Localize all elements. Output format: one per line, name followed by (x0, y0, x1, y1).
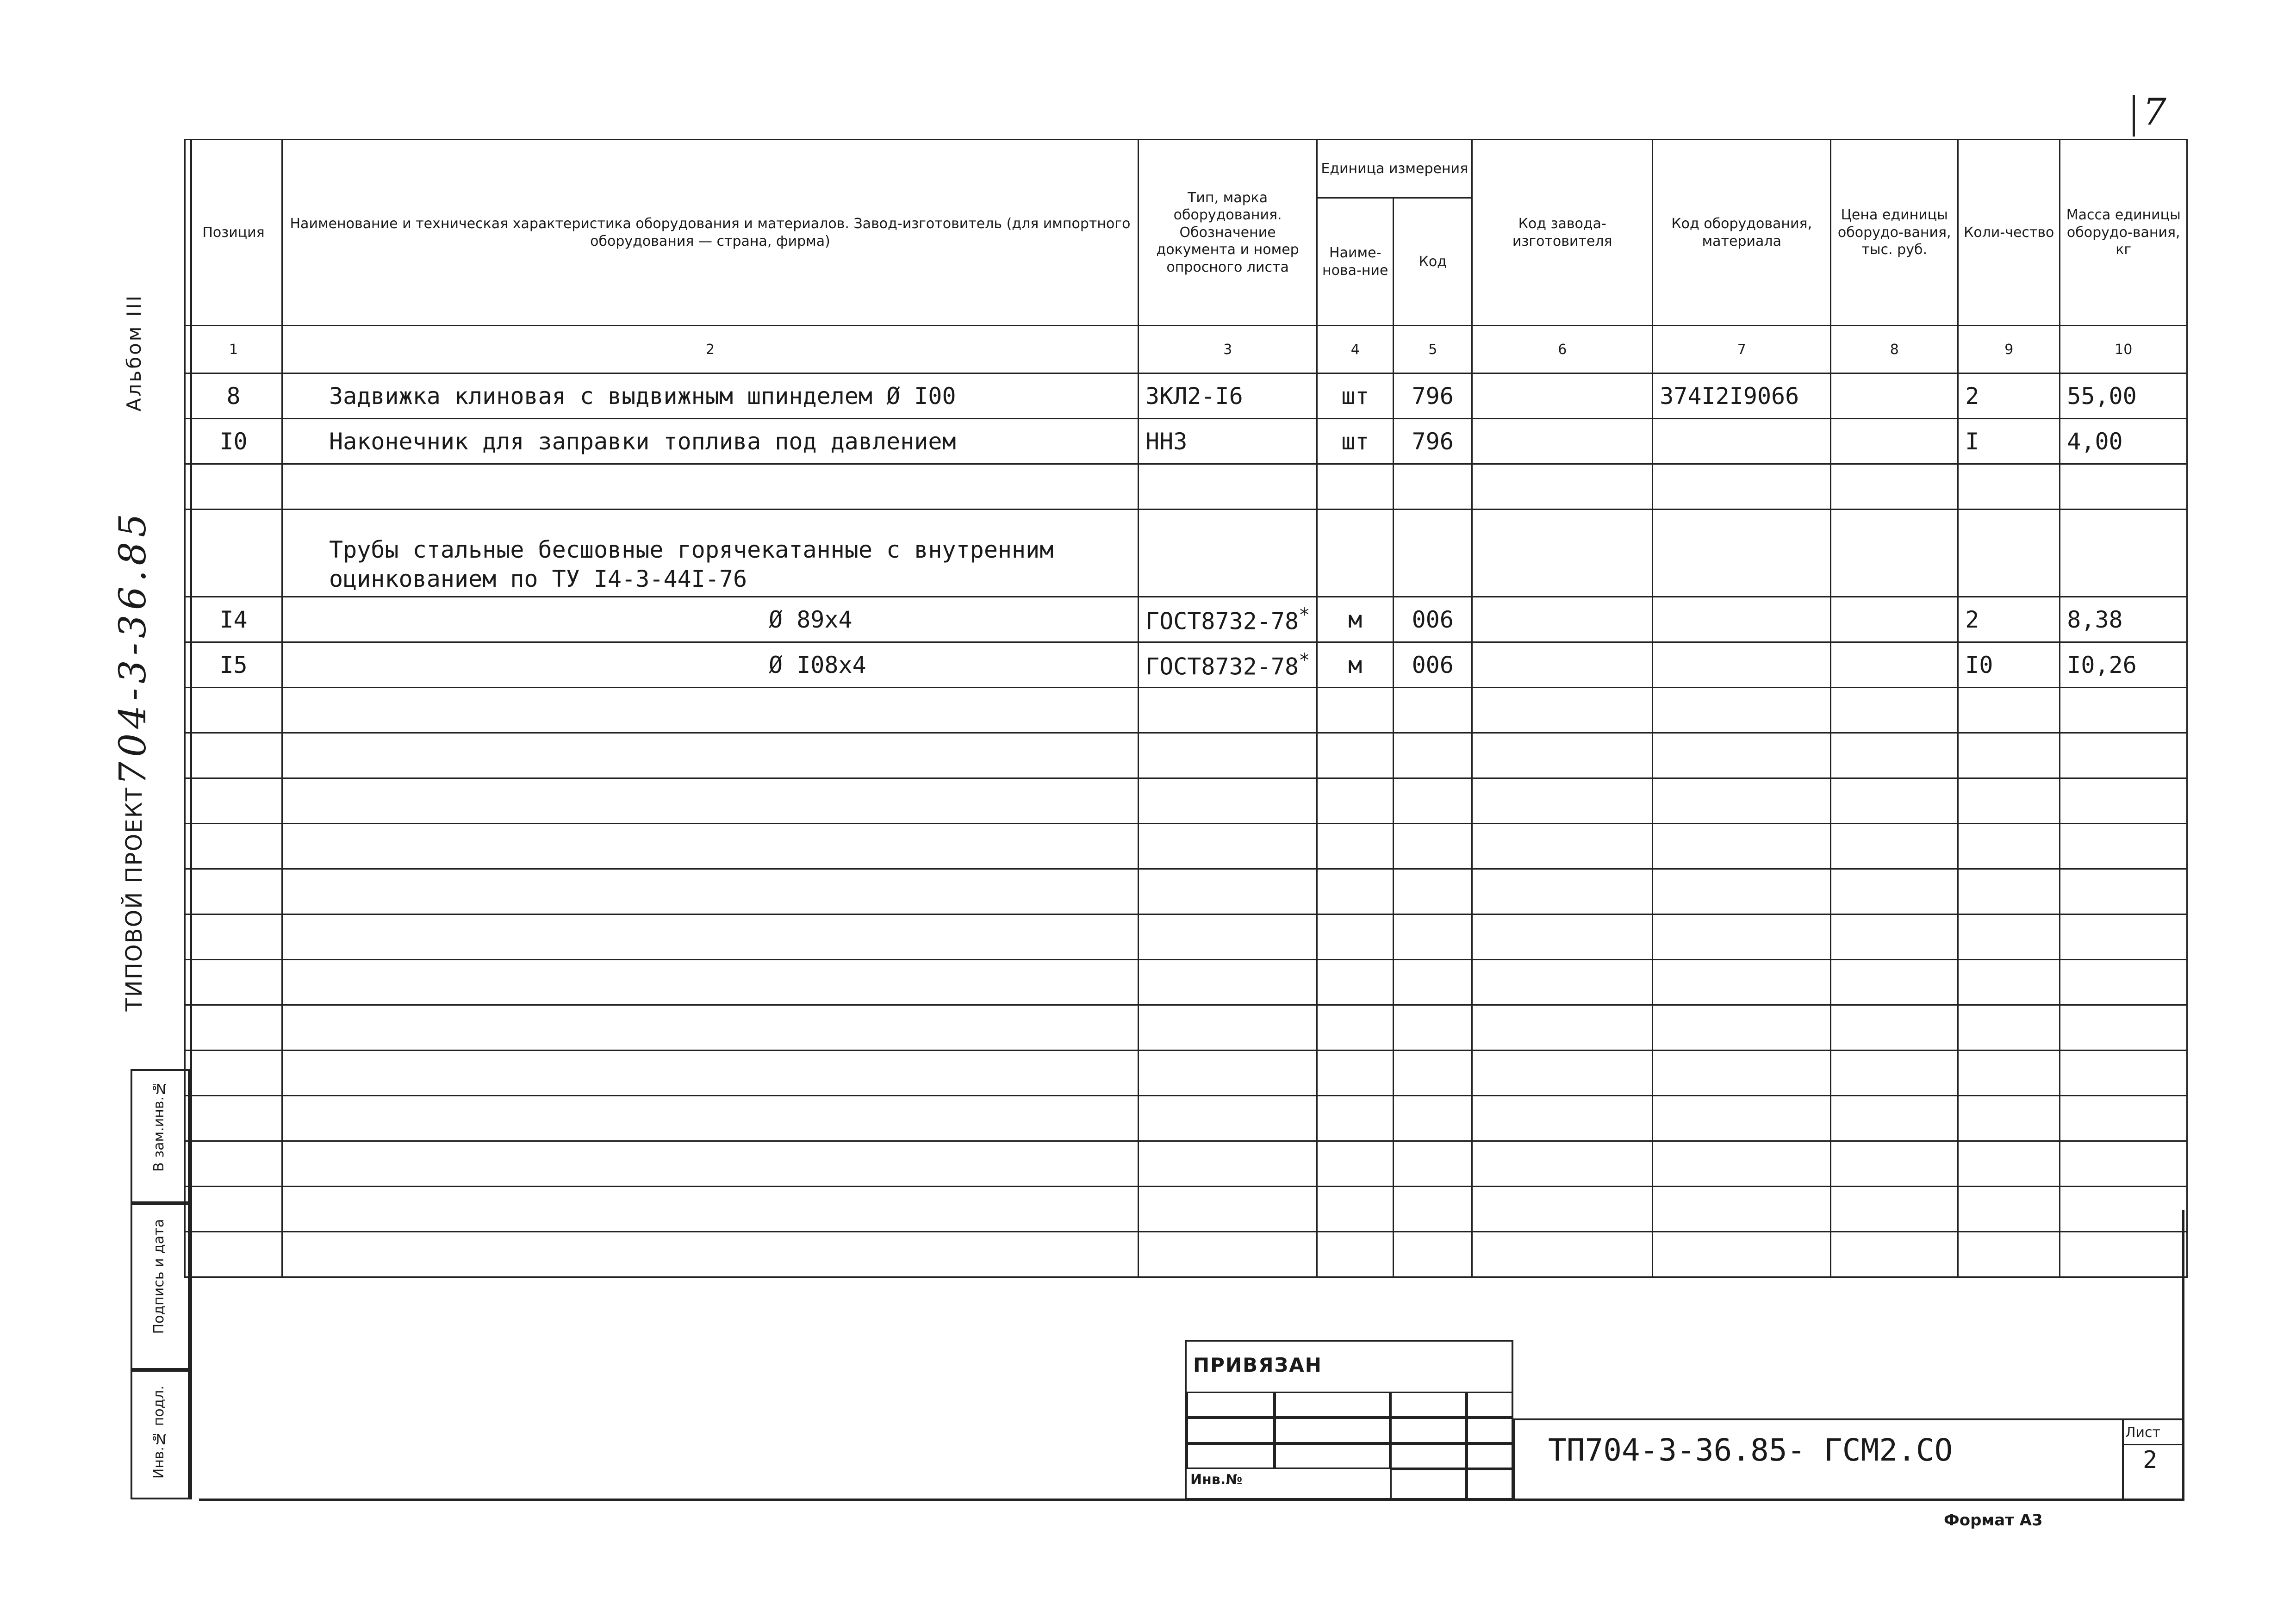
table-row-empty (185, 914, 2187, 960)
binding-cell (1390, 1469, 1467, 1500)
document-code: ТП704-3-36.85- ГСМ2.СО (1548, 1432, 1953, 1468)
cell-equipment-code (1653, 597, 1831, 642)
table-row-empty (185, 1051, 2187, 1096)
cell-unit-code: 796 (1394, 419, 1472, 464)
cell-price (1831, 373, 1958, 419)
page-number-mark (2133, 95, 2135, 137)
cell-name: Ø 89x4 (282, 597, 1139, 642)
table-row-empty (185, 688, 2187, 733)
cell-name: Задвижка клиновая с выдвижным шпинделем Ø I00 (282, 373, 1139, 419)
binding-cell (1467, 1418, 1513, 1443)
binding-cell (1275, 1392, 1390, 1418)
footnote-star: * (1299, 604, 1310, 626)
binding-cell (1187, 1418, 1275, 1443)
table-row-empty (185, 1141, 2187, 1187)
cell-position: I0 (185, 419, 282, 464)
cell-unit-code: 796 (1394, 373, 1472, 419)
cell-maker-code (1472, 373, 1653, 419)
header-equipment-code: Код оборудования, материала (1653, 140, 1831, 326)
header-maker-code: Код завода-изготовителя (1472, 140, 1653, 326)
cell-quantity: 2 (1958, 597, 2060, 642)
cell-position: I4 (185, 597, 282, 642)
binding-cell (1390, 1443, 1467, 1469)
specification-table (184, 139, 2188, 1278)
col-num: 1 (185, 326, 282, 373)
column-numbers-row (185, 326, 2187, 373)
cell-unit: м (1317, 597, 1394, 642)
binding-cell (1390, 1392, 1467, 1418)
cell-mass: 8,38 (2060, 597, 2187, 642)
col-num: 6 (1472, 326, 1653, 373)
binding-cell (1275, 1443, 1390, 1469)
header-price: Цена единицы оборудо-вания, тыс. руб. (1831, 140, 1958, 326)
cell-equipment-code: 374I2I9066 (1653, 373, 1831, 419)
footnote-star: * (1299, 649, 1310, 671)
cell-equipment-code (1653, 642, 1831, 688)
cell-quantity: I (1958, 419, 2060, 464)
cell-maker-code (1472, 642, 1653, 688)
cell-type-text: ГОСТ8732-78 (1145, 608, 1299, 635)
binding-cell (1187, 1392, 1275, 1418)
col-num: 3 (1139, 326, 1317, 373)
cell-mass: 55,00 (2060, 373, 2187, 419)
table-row-empty (185, 778, 2187, 824)
cell-unit: шт (1317, 373, 1394, 419)
header-type: Тип, марка оборудования. Обозначение документа и номер опросного листа (1139, 140, 1317, 326)
header-name: Наименование и техническая характеристика оборудования и материалов. Завод-изготовитель (для импортного оборудования — страна, фирма) (282, 140, 1139, 326)
table-row-empty (185, 1096, 2187, 1141)
table-row-empty (185, 1005, 2187, 1051)
header-quantity: Коли-чество (1958, 140, 2060, 326)
cell-unit-code: 006 (1394, 597, 1472, 642)
stamp-signature (131, 1203, 190, 1370)
cell-type (1139, 642, 1317, 688)
stamp-replacement (131, 1069, 190, 1203)
binding-title: ПРИВЯЗАН (1193, 1354, 1322, 1376)
col-num: 10 (2060, 326, 2187, 373)
cell-type: ННЗ (1139, 419, 1317, 464)
project-label: ТИПОВОЙ ПРОЕКТ (121, 787, 147, 1012)
cell-maker-code (1472, 419, 1653, 464)
cell-maker-code (1472, 597, 1653, 642)
binding-cell (1467, 1469, 1513, 1500)
cell-mass: 4,00 (2060, 419, 2187, 464)
cell-position: 8 (185, 373, 282, 419)
header-unit-group: Единица измерения (1317, 140, 1472, 198)
album-label: Альбом III (123, 294, 145, 412)
stamp-inventory-label: Инв.№ подл. (151, 1386, 167, 1479)
stamp-replacement-label: В зам.инв.№ (151, 1080, 167, 1172)
header-position: Позиция (185, 140, 282, 326)
cell-unit: шт (1317, 419, 1394, 464)
cell-type-text: ГОСТ8732-78 (1145, 653, 1299, 680)
sheet-label: Лист (2125, 1424, 2161, 1441)
table-row (185, 642, 2187, 688)
binding-cell (1275, 1418, 1390, 1443)
cell-type: 3КЛ2-I6 (1139, 373, 1317, 419)
format-label: Формат А3 (1944, 1511, 2043, 1530)
table-row-empty (185, 1232, 2187, 1277)
col-num: 5 (1394, 326, 1472, 373)
header-mass: Масса единицы оборудо-вания, кг (2060, 140, 2187, 326)
cell-equipment-code (1653, 419, 1831, 464)
cell-unit-code: 006 (1394, 642, 1472, 688)
binding-cell (1390, 1418, 1467, 1443)
page-number: 7 (2143, 90, 2166, 133)
cell-name: Наконечник для заправки топлива под давлением (282, 419, 1139, 464)
col-num: 9 (1958, 326, 2060, 373)
cell-price (1831, 597, 1958, 642)
table-row (185, 419, 2187, 464)
cell-price (1831, 419, 1958, 464)
stamp-inventory (131, 1370, 190, 1499)
table-row (185, 597, 2187, 642)
cell-mass: I0,26 (2060, 642, 2187, 688)
table-row (185, 373, 2187, 419)
table-row-group (185, 510, 2187, 597)
binding-cell (1467, 1443, 1513, 1469)
cell-unit: м (1317, 642, 1394, 688)
cell-position: I5 (185, 642, 282, 688)
cell-name: Ø I08x4 (282, 642, 1139, 688)
col-num: 2 (282, 326, 1139, 373)
header-unit-code: Код (1394, 198, 1472, 326)
cell-quantity: 2 (1958, 373, 2060, 419)
cell-price (1831, 642, 1958, 688)
stamp-signature-label: Подпись и дата (151, 1219, 167, 1334)
binding-cell (1187, 1443, 1275, 1469)
cell-quantity: I0 (1958, 642, 2060, 688)
table-row-empty (185, 1187, 2187, 1232)
cell-group-title: Трубы стальные бесшовные горячекатанные с внутренним оцинкованием по ТУ I4-3-44I-76 (282, 510, 1139, 597)
cell-type (1139, 597, 1317, 642)
table-row-empty (185, 464, 2187, 510)
inventory-label: Инв.№ (1190, 1472, 1243, 1488)
table-row-empty (185, 869, 2187, 914)
col-num: 8 (1831, 326, 1958, 373)
sheet-divider (2122, 1444, 2184, 1445)
sheet-number: 2 (2143, 1446, 2158, 1474)
table-row-empty (185, 960, 2187, 1005)
col-num: 4 (1317, 326, 1394, 373)
table-row-empty (185, 733, 2187, 778)
project-number: 704-3-36.85 (111, 509, 154, 785)
col-num: 7 (1653, 326, 1831, 373)
table-row-empty (185, 824, 2187, 869)
binding-cell (1467, 1392, 1513, 1418)
header-unit-name: Наиме-нова-ние (1317, 198, 1394, 326)
